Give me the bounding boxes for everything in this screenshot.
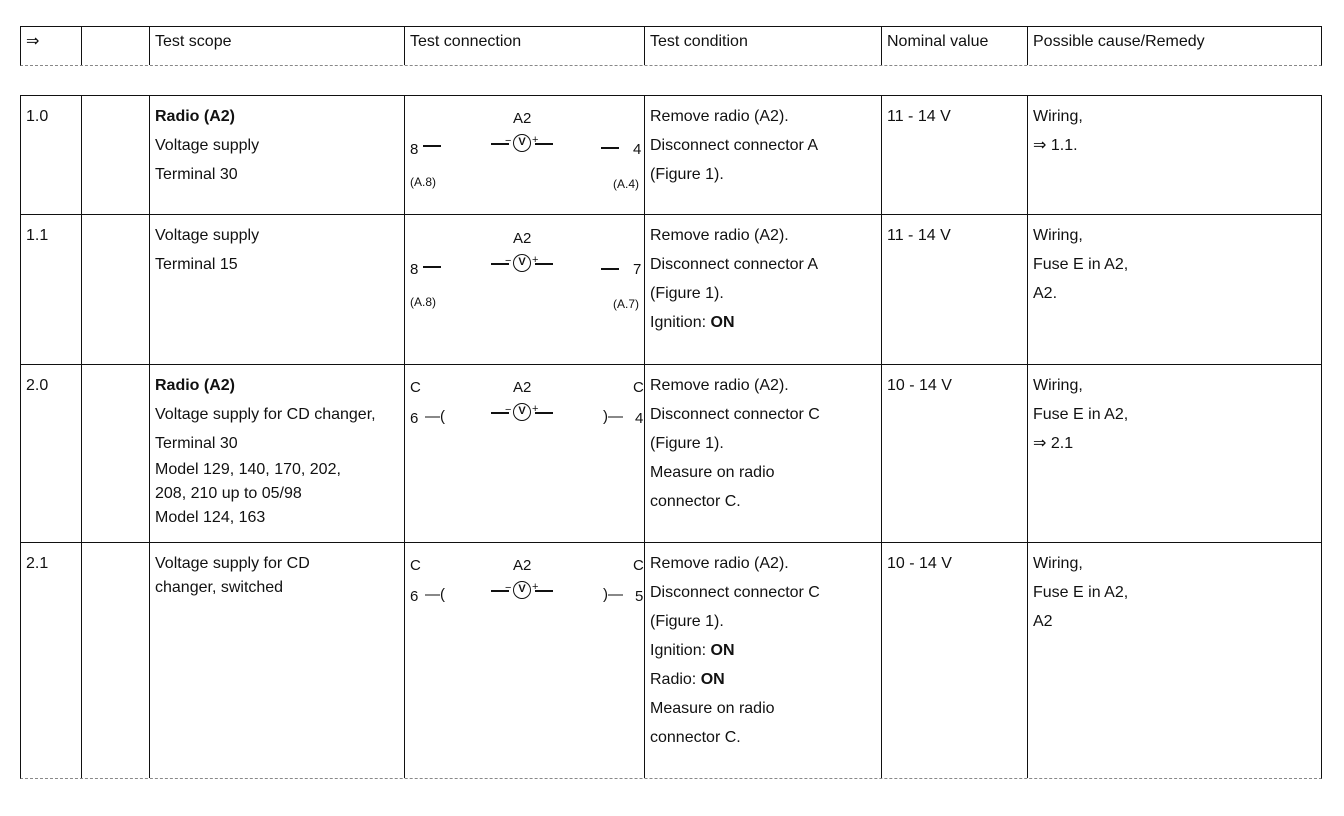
- condition-line: connector C.: [650, 729, 741, 746]
- test-connection: [404, 543, 644, 778]
- test-condition: [644, 96, 881, 214]
- plus-icon: +: [532, 254, 539, 266]
- left-connector: C: [410, 557, 421, 574]
- condition-line: Remove radio (A2).: [650, 377, 789, 394]
- left-connector: C: [410, 379, 421, 396]
- condition-line: (Figure 1).: [650, 285, 724, 302]
- nominal-value: 11 - 14 V: [881, 96, 1027, 214]
- right-pin-ref: (A.4): [613, 177, 640, 191]
- test-scope: [149, 96, 404, 214]
- device-label: A2: [513, 557, 532, 574]
- header-arrow: ⇒: [26, 33, 40, 50]
- cause-line: Wiring,: [1033, 227, 1083, 244]
- table-row: [20, 542, 1322, 779]
- step-number: 1.0: [26, 108, 49, 125]
- scope-line: 208, 210 up to 05/98: [155, 485, 302, 502]
- scope-line: Voltage supply for CD: [155, 555, 310, 572]
- scope-line: Model 124, 163: [155, 509, 266, 526]
- right-connector: C: [633, 557, 644, 574]
- scope-line: Terminal 30: [155, 435, 238, 452]
- possible-cause: [1027, 365, 1323, 542]
- minus-icon: −: [505, 135, 512, 147]
- scope-title: Radio (A2): [155, 108, 235, 125]
- right-lead: [601, 147, 619, 149]
- scope-line: Terminal 15: [155, 256, 238, 273]
- scope-line: Voltage supply for CD changer,: [155, 406, 376, 423]
- voltmeter-icon: V: [513, 403, 531, 421]
- blank-cell: [81, 96, 149, 214]
- test-connection: [404, 215, 644, 364]
- left-pin-ref: (A.8): [410, 295, 437, 309]
- plus-icon: +: [532, 134, 539, 146]
- step-number: 2.0: [26, 377, 49, 394]
- scope-title: Radio (A2): [155, 377, 235, 394]
- scope-line: Terminal 30: [155, 166, 238, 183]
- test-scope: [149, 215, 404, 364]
- table-row: [20, 214, 1322, 365]
- cause-line: Wiring,: [1033, 377, 1083, 394]
- condition-line: Measure on radio: [650, 464, 775, 481]
- table-row: [20, 95, 1322, 215]
- table-row: [20, 364, 1322, 543]
- right-pin: 7: [633, 261, 642, 278]
- condition-value: ON: [700, 671, 725, 688]
- condition-label: Radio:: [650, 671, 697, 688]
- right-pin: 4: [635, 410, 644, 427]
- device-label: A2: [513, 379, 532, 396]
- possible-cause: [1027, 215, 1323, 364]
- minus-icon: −: [505, 255, 512, 267]
- scope-line: changer, switched: [155, 579, 284, 596]
- test-scope: [149, 365, 404, 542]
- left-lead: [423, 145, 441, 147]
- condition-line: (Figure 1).: [650, 435, 724, 452]
- cause-line: A2.: [1033, 285, 1058, 302]
- possible-cause: [1027, 543, 1323, 778]
- cause-line: ⇒ 1.1.: [1033, 137, 1078, 154]
- right-pin: 5: [635, 588, 644, 605]
- condition-line: Disconnect connector A: [650, 137, 819, 154]
- plus-icon: +: [532, 403, 539, 415]
- condition-value: ON: [710, 642, 735, 659]
- cause-line: Fuse E in A2,: [1033, 406, 1129, 423]
- cause-line: Wiring,: [1033, 108, 1083, 125]
- minus-icon: −: [505, 582, 512, 594]
- header-test-connection: Test connection: [404, 27, 644, 65]
- left-pin: 6: [410, 410, 419, 427]
- condition-line: [650, 308, 876, 337]
- device-label: A2: [513, 110, 532, 127]
- device-label: A2: [513, 230, 532, 247]
- nominal-value: 10 - 14 V: [881, 365, 1027, 542]
- scope-line: Voltage supply: [155, 137, 260, 154]
- table-header-row: [20, 26, 1322, 66]
- left-pin: 8: [410, 141, 419, 158]
- condition-line: (Figure 1).: [650, 166, 724, 183]
- condition-line: Disconnect connector C: [650, 584, 820, 601]
- cause-line: A2: [1033, 613, 1053, 630]
- condition-line: Remove radio (A2).: [650, 555, 789, 572]
- scope-line: Voltage supply: [155, 227, 260, 244]
- connection-diagram: [405, 96, 645, 214]
- right-pin: 4: [633, 141, 642, 158]
- possible-cause: [1027, 96, 1323, 214]
- condition-line: [650, 636, 876, 665]
- condition-line: Disconnect connector C: [650, 406, 820, 423]
- blank-cell: [81, 543, 149, 778]
- header-test-condition: Test condition: [644, 27, 881, 65]
- right-lead: [601, 268, 619, 270]
- right-socket-icon: )—: [603, 408, 623, 425]
- voltmeter-icon: V: [513, 134, 531, 152]
- left-lead: [423, 266, 441, 268]
- condition-line: Measure on radio: [650, 700, 775, 717]
- condition-label: Ignition:: [650, 642, 707, 659]
- plus-icon: +: [532, 581, 539, 593]
- condition-line: connector C.: [650, 493, 741, 510]
- header-nominal-value: Nominal value: [881, 27, 1027, 65]
- test-connection: [404, 96, 644, 214]
- nominal-value: 11 - 14 V: [881, 215, 1027, 364]
- blank-cell: [81, 365, 149, 542]
- cause-line: Fuse E in A2,: [1033, 256, 1129, 273]
- test-condition: [644, 215, 881, 364]
- connection-diagram: [405, 365, 645, 542]
- scope-line: Model 129, 140, 170, 202,: [155, 461, 341, 478]
- step-number: 1.1: [26, 227, 49, 244]
- left-pin: 6: [410, 588, 419, 605]
- connection-diagram: [405, 215, 645, 364]
- test-connection: [404, 365, 644, 542]
- connection-diagram: [405, 543, 645, 778]
- right-connector: C: [633, 379, 644, 396]
- condition-line: Disconnect connector A: [650, 256, 819, 273]
- test-condition: [644, 365, 881, 542]
- right-pin-ref: (A.7): [613, 297, 640, 311]
- condition-line: Remove radio (A2).: [650, 108, 789, 125]
- voltmeter-icon: V: [513, 254, 531, 272]
- cause-line: Fuse E in A2,: [1033, 584, 1129, 601]
- condition-line: Remove radio (A2).: [650, 227, 789, 244]
- left-socket-icon: —(: [425, 586, 445, 603]
- test-condition: [644, 543, 881, 778]
- header-blank: [81, 27, 149, 65]
- voltmeter-icon: V: [513, 581, 531, 599]
- cause-line: ⇒ 2.1: [1033, 435, 1074, 452]
- step-number: 2.1: [26, 555, 49, 572]
- right-socket-icon: )—: [603, 586, 623, 603]
- left-pin-ref: (A.8): [410, 175, 437, 189]
- left-socket-icon: —(: [425, 408, 445, 425]
- header-possible-cause: Possible cause/Remedy: [1027, 27, 1323, 65]
- minus-icon: −: [505, 404, 512, 416]
- condition-line: [650, 665, 876, 694]
- cause-line: Wiring,: [1033, 555, 1083, 572]
- condition-label: Ignition:: [650, 314, 707, 331]
- condition-value: ON: [710, 314, 735, 331]
- header-test-scope: Test scope: [149, 27, 404, 65]
- left-pin: 8: [410, 261, 419, 278]
- test-scope: [149, 543, 404, 778]
- condition-line: (Figure 1).: [650, 613, 724, 630]
- nominal-value: 10 - 14 V: [881, 543, 1027, 778]
- blank-cell: [81, 215, 149, 364]
